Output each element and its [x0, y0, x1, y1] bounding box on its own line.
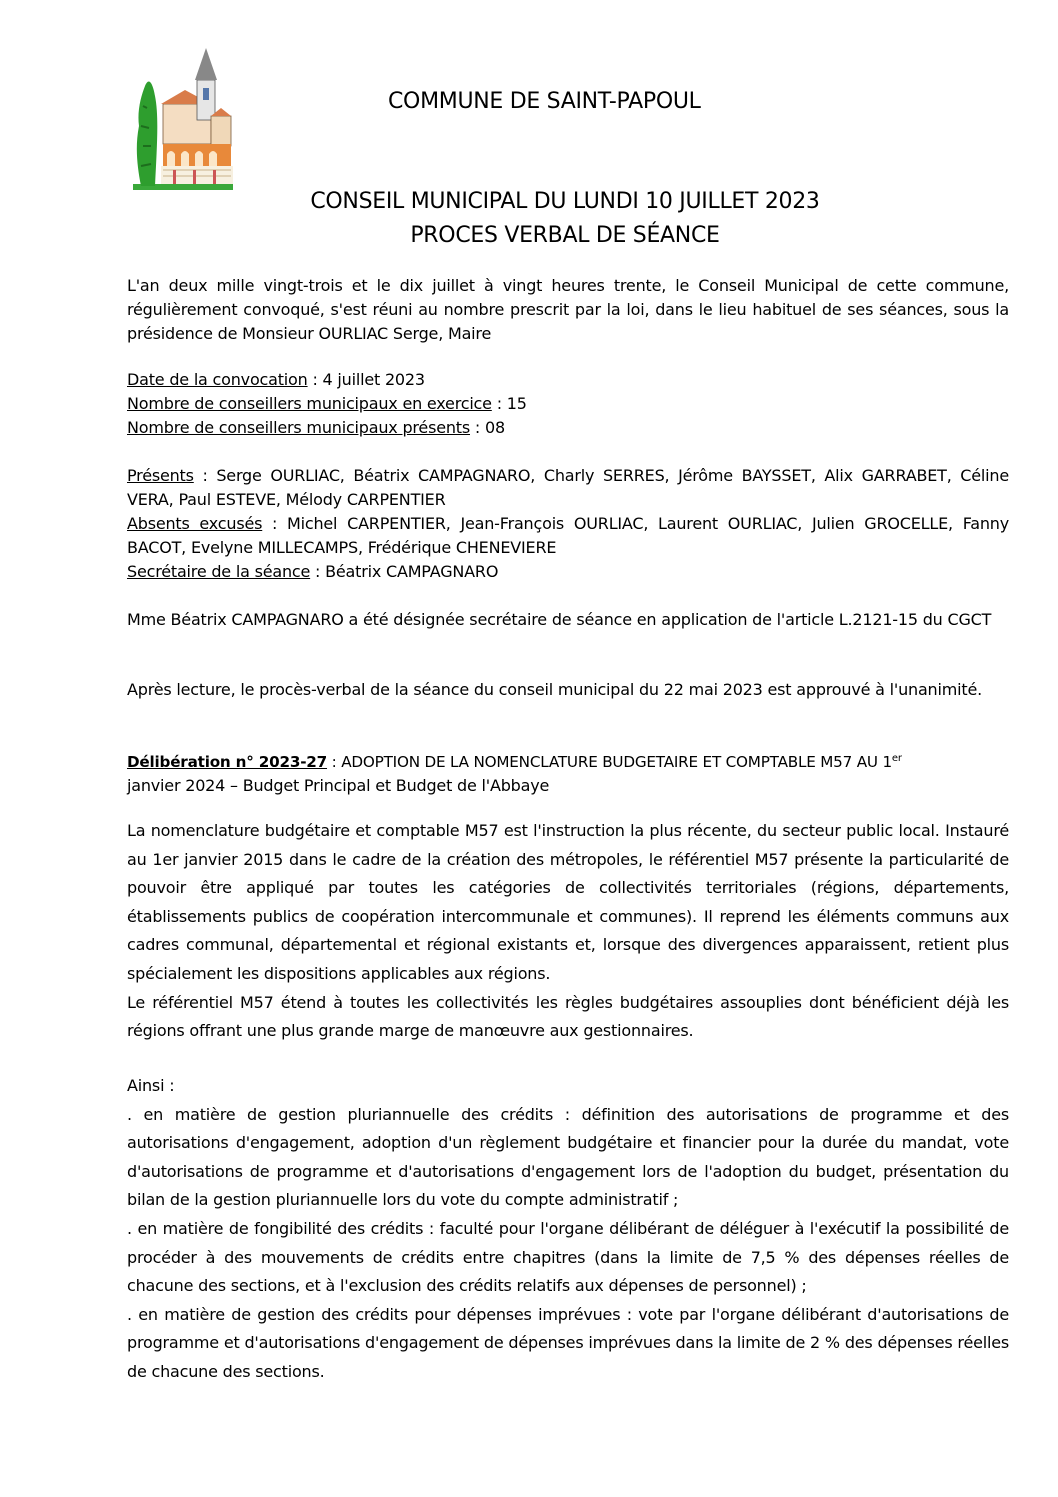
convocation-line — [127, 368, 1009, 392]
convocation-value: : 4 juillet 2023 — [307, 370, 425, 389]
exercice-line — [127, 392, 1009, 416]
ainsi-section — [127, 1072, 1009, 1387]
attendance-section — [127, 464, 1009, 584]
ainsi-item: . en matière de gestion des crédits pour dépenses imprévues : vote par l'organe délibérant d'autorisations de programme et d'autorisations d'engagement de dépenses imprévues dans la limite de 2 % des dépenses réelles de chacune des sections. — [127, 1304, 1009, 1381]
absents-label: Absents excusés — [127, 514, 263, 533]
absents-list: : Michel CARPENTIER, Jean-François OURLIAC, Laurent OURLIAC, Julien GROCELLE, Fanny BACOT, Evelyne MILLECAMPS, Frédérique CHENEVIERE — [127, 514, 1009, 557]
m57-paragraph-1: La nomenclature budgétaire et comptable M57 est l'instruction la plus récente, du secteur public local. Instauré au 1er janvier 2015 dans le cadre de la création des métropoles, le référentiel M57 présente la particularité de pouvoir être appliqué par toutes les catégories de collectivités territoriales (régions, départements, établissements publics de coopération intercommunale et communes). Il reprend les éléments communs aux cadres communal, départemental et régional existants et, lorsque des divergences apparaissent, retient plus spécialement les dispositions applicables aux régions. — [127, 821, 1009, 983]
exercice-value: : 15 — [491, 394, 527, 413]
deliberation-number: Délibération n° 2023-27 — [127, 753, 328, 771]
secretaire-block — [127, 560, 1009, 584]
ainsi-item: . en matière de fongibilité des crédits : faculté pour l'organe délibérant de déléguer à l'exécutif la possibilité de procéder à des mouvements de crédits entre chapitres (dans la limite de 7,5 % des dépenses réelles de chacune des sections, et à l'exclusion des crédits relatifs aux dépenses de personnel) ; — [127, 1218, 1009, 1296]
secretaire-value: : Béatrix CAMPAGNARO — [310, 562, 499, 581]
secretary-note: Mme Béatrix CAMPAGNARO a été désignée secrétaire de séance en application de l'article L.2121-15 du CGCT — [127, 610, 992, 629]
deliberation-title-part1: : ADOPTION DE LA NOMENCLATURE BUDGETAIRE ET COMPTABLE M57 AU 1 — [327, 753, 892, 771]
meeting-title: CONSEIL MUNICIPAL DU LUNDI 10 JUILLET 2023 — [310, 189, 820, 214]
presents-label: Présents — [127, 466, 194, 485]
deliberation-title-part2: janvier 2024 – Budget Principal et Budget de l'Abbaye — [127, 776, 550, 795]
deliberation-title-line1 — [127, 750, 1009, 774]
ainsi-item: . en matière de gestion pluriannuelle des crédits : définition des autorisations de programme et des autorisations d'engagement, adoption d'un règlement budgétaire et financier pour la durée du mandat, vote d'autorisations de programme et d'autorisations d'engagement lors de l'adoption du budget, présentation du bilan de la gestion pluriannuelle lors du vote du compte administratif ; — [127, 1104, 1009, 1210]
meeting-meta — [127, 368, 1009, 440]
presents-list: : Serge OURLIAC, Béatrix CAMPAGNARO, Charly SERRES, Jérôme BAYSSET, Alix GARRABET, Céline VERA, Paul ESTEVE, Mélody CARPENTIER — [127, 466, 1009, 509]
secretaire-label: Secrétaire de la séance — [127, 562, 311, 581]
presents-count-label: Nombre de conseillers municipaux présents — [127, 418, 470, 437]
absents-block — [127, 512, 1009, 560]
commune-logo — [133, 46, 233, 192]
presents-block — [127, 464, 1009, 512]
commune-name: COMMUNE DE SAINT-PAPOUL — [388, 89, 701, 114]
ainsi-label: Ainsi : — [127, 1076, 175, 1095]
presents-count-line — [127, 416, 1009, 440]
convocation-label: Date de la convocation — [127, 370, 308, 389]
approval-note: Après lecture, le procès-verbal de la séance du conseil municipal du 22 mai 2023 est approuvé à l'unanimité. — [127, 680, 982, 699]
deliberation-title-sup: er — [891, 752, 902, 764]
deliberation-heading — [127, 750, 1009, 798]
document-type-title: PROCES VERBAL DE SÉANCE — [410, 223, 720, 248]
exercice-label: Nombre de conseillers municipaux en exercice — [127, 394, 492, 413]
presents-count-value: : 08 — [470, 418, 505, 437]
intro-paragraph: L'an deux mille vingt-trois et le dix juillet à vingt heures trente, le Conseil Municipal de cette commune, régulièrement convoqué, s'est réuni au nombre prescrit par la loi, dans le lieu habituel de ses séances, sous la présidence de Monsieur OURLIAC Serge, Maire — [127, 276, 1009, 343]
m57-paragraph-2: Le référentiel M57 étend à toutes les collectivités les règles budgétaires assouplies dont bénéficient déjà les régions offrant une plus grande marge de manœuvre aux gestionnaires. — [127, 992, 1009, 1041]
m57-paragraph — [127, 817, 1009, 1046]
